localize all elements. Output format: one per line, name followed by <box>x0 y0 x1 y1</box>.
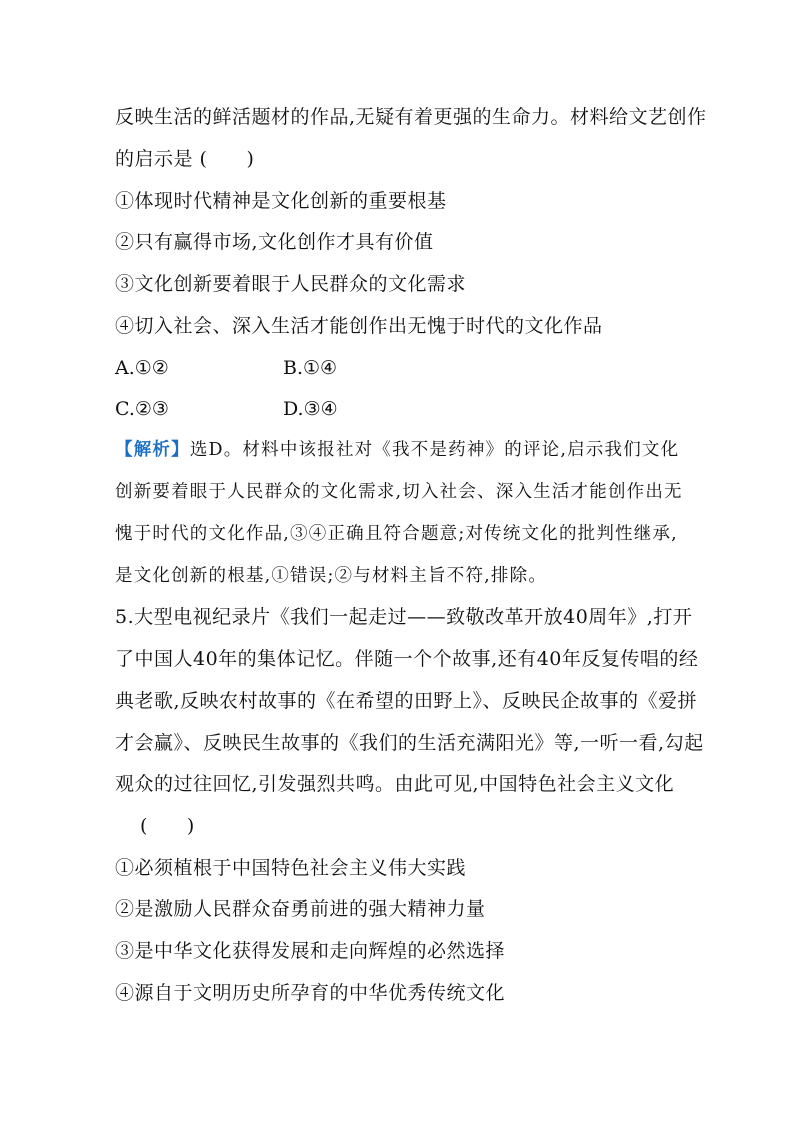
q4-explanation-line3: 愧于时代的文化作品,③④正确且符合题意;对传统文化的批判性继承, <box>115 524 678 544</box>
q4-stem-line1: 反映生活的鲜活题材的作品,无疑有着更强的生命力。材料给文艺创作 <box>115 106 707 128</box>
q5-statement-4: ④源自于文明历史所孕育的中华优秀传统文化 <box>115 982 506 1004</box>
explanation-tag: 【解析】 <box>115 440 190 460</box>
q5-stem-line1: 5.大型电视纪录片《我们一起走过——致敬改革开放40周年》,打开 <box>115 606 693 628</box>
q4-option-c: C.②③ <box>115 398 169 420</box>
q4-explanation-line2: 创新要着眼于人民群众的文化需求,切入社会、深入生活才能创作出无 <box>115 482 683 502</box>
q5-statement-3: ③是中华文化获得发展和走向辉煌的必然选择 <box>115 940 506 962</box>
q4-option-b: B.①④ <box>283 357 338 379</box>
q4-statement-2: ②只有赢得市场,文化创作才具有价值 <box>115 231 434 253</box>
q4-option-d: D.③④ <box>283 398 338 420</box>
q4-statement-4: ④切入社会、深入生活才能创作出无愧于时代的文化作品 <box>115 315 603 337</box>
q5-stem-line3: 典老歌,反映农村故事的《在希望的田野上》、反映民企故事的《爱拼 <box>115 690 698 712</box>
q4-option-a: A.①② <box>115 357 169 379</box>
q5-stem-line4: 才会赢》、反映民生故事的《我们的生活充满阳光》等,一听一看,勾起 <box>115 732 704 754</box>
q5-statement-2: ②是激励人民群众奋勇前进的强大精神力量 <box>115 898 486 920</box>
q4-statement-1: ①体现时代精神是文化创新的重要根基 <box>115 190 447 212</box>
q5-stem-line5: 观众的过往回忆,引发强烈共鸣。由此可见,中国特色社会主义文化 <box>115 773 675 795</box>
q4-explanation-line1 <box>115 437 679 463</box>
explanation-text-line1: 选D。材料中该报社对《我不是药神》的评论,启示我们文化 <box>189 440 680 460</box>
q5-statement-1: ①必须植根于中国特色社会主义伟大实践 <box>115 857 467 879</box>
q5-stem-line2: 了中国人40年的集体记忆。伴随一个个故事,还有40年反复传唱的经 <box>115 648 699 670</box>
q4-explanation-line4: 是文化创新的根基,①错误;②与材料主旨不符,排除。 <box>115 566 548 586</box>
q4-statement-3: ③文化创新要着眼于人民群众的文化需求 <box>115 273 467 295</box>
q5-answer-bracket: ( ) <box>140 815 195 837</box>
q4-stem-line2: 的启示是 ( ) <box>115 148 255 170</box>
